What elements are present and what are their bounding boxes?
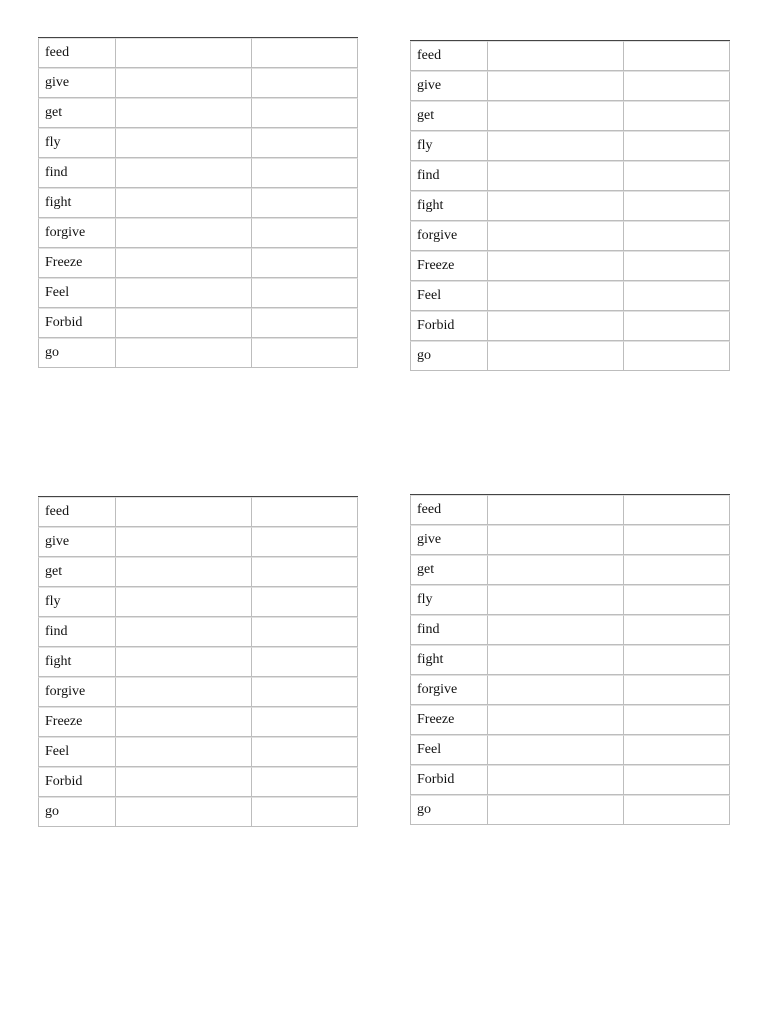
answer-cell-past[interactable] (116, 587, 252, 617)
answer-cell-participle[interactable] (252, 38, 358, 68)
table-row (38, 308, 358, 338)
answer-cell-participle[interactable] (252, 797, 358, 827)
answer-cell-participle[interactable] (252, 497, 358, 527)
table-row (38, 677, 358, 707)
answer-cell-participle[interactable] (624, 555, 730, 585)
answer-cell-past[interactable] (488, 311, 624, 341)
verb-cell: fight (410, 645, 488, 675)
answer-cell-past[interactable] (488, 615, 624, 645)
answer-cell-participle[interactable] (624, 191, 730, 221)
table-row (410, 281, 730, 311)
verb-table-body (38, 497, 358, 827)
verb-cell: give (38, 527, 116, 557)
answer-cell-past[interactable] (488, 525, 624, 555)
answer-cell-past[interactable] (116, 617, 252, 647)
answer-cell-participle[interactable] (624, 161, 730, 191)
answer-cell-past[interactable] (488, 191, 624, 221)
answer-cell-participle[interactable] (624, 585, 730, 615)
verb-cell: find (410, 615, 488, 645)
answer-cell-participle[interactable] (624, 131, 730, 161)
verb-cell: Freeze (410, 251, 488, 281)
verb-cell: forgive (410, 221, 488, 251)
table-row (410, 645, 730, 675)
answer-cell-past[interactable] (116, 278, 252, 308)
answer-cell-past[interactable] (116, 767, 252, 797)
answer-cell-participle[interactable] (252, 128, 358, 158)
answer-cell-participle[interactable] (252, 248, 358, 278)
table-row (38, 617, 358, 647)
answer-cell-participle[interactable] (624, 71, 730, 101)
table-row (410, 41, 730, 71)
answer-cell-participle[interactable] (624, 341, 730, 371)
verb-cell: Freeze (410, 705, 488, 735)
verb-cell: fight (38, 188, 116, 218)
table-row (410, 311, 730, 341)
table-row (38, 188, 358, 218)
answer-cell-participle[interactable] (252, 767, 358, 797)
answer-cell-participle[interactable] (624, 645, 730, 675)
answer-cell-past[interactable] (488, 251, 624, 281)
answer-cell-past[interactable] (488, 161, 624, 191)
verb-cell: Forbid (410, 765, 488, 795)
table-row (410, 585, 730, 615)
answer-cell-past[interactable] (116, 677, 252, 707)
answer-cell-past[interactable] (116, 188, 252, 218)
table-row (410, 251, 730, 281)
answer-cell-past[interactable] (116, 308, 252, 338)
answer-cell-past[interactable] (116, 128, 252, 158)
answer-cell-past[interactable] (116, 68, 252, 98)
answer-cell-past[interactable] (116, 737, 252, 767)
table-row (38, 278, 358, 308)
verb-cell: Feel (38, 278, 116, 308)
answer-cell-past[interactable] (116, 158, 252, 188)
answer-cell-past[interactable] (488, 341, 624, 371)
verb-cell: go (410, 341, 488, 371)
table-row (38, 128, 358, 158)
table-row (410, 101, 730, 131)
answer-cell-participle[interactable] (624, 525, 730, 555)
answer-cell-participle[interactable] (252, 737, 358, 767)
answer-cell-past[interactable] (116, 38, 252, 68)
answer-cell-participle[interactable] (252, 98, 358, 128)
answer-cell-participle[interactable] (624, 101, 730, 131)
answer-cell-participle[interactable] (252, 338, 358, 368)
answer-cell-participle[interactable] (624, 251, 730, 281)
verb-cell: feed (410, 495, 488, 525)
answer-cell-past[interactable] (488, 221, 624, 251)
table-row (410, 191, 730, 221)
answer-cell-participle[interactable] (624, 735, 730, 765)
answer-cell-past[interactable] (488, 101, 624, 131)
answer-cell-participle[interactable] (624, 765, 730, 795)
table-row (38, 797, 358, 827)
table-row (410, 795, 730, 825)
table-row (38, 647, 358, 677)
answer-cell-participle[interactable] (252, 158, 358, 188)
verb-cell: find (410, 161, 488, 191)
answer-cell-participle[interactable] (624, 221, 730, 251)
answer-cell-past[interactable] (488, 765, 624, 795)
answer-cell-participle[interactable] (624, 495, 730, 525)
verb-cell: fly (410, 585, 488, 615)
table-row (410, 675, 730, 705)
verb-cell: Freeze (38, 248, 116, 278)
table-row (410, 161, 730, 191)
verb-cell: fly (38, 128, 116, 158)
answer-cell-participle[interactable] (624, 675, 730, 705)
verb-cell: give (410, 525, 488, 555)
verb-cell: fly (38, 587, 116, 617)
answer-cell-participle[interactable] (252, 557, 358, 587)
verb-cell: Forbid (38, 767, 116, 797)
answer-cell-participle[interactable] (624, 281, 730, 311)
verb-cell: get (410, 101, 488, 131)
verb-cell: give (410, 71, 488, 101)
verb-cell: give (38, 68, 116, 98)
answer-cell-past[interactable] (116, 647, 252, 677)
table-row (410, 495, 730, 525)
answer-cell-past[interactable] (488, 705, 624, 735)
table-row (410, 735, 730, 765)
verb-cell: fight (38, 647, 116, 677)
answer-cell-past[interactable] (116, 218, 252, 248)
verb-cell: fly (410, 131, 488, 161)
verb-cell: feed (38, 38, 116, 68)
verb-cell: fight (410, 191, 488, 221)
verb-table-bottom-right (410, 494, 730, 825)
answer-cell-past[interactable] (488, 41, 624, 71)
answer-cell-participle[interactable] (252, 188, 358, 218)
table-row (38, 68, 358, 98)
answer-cell-participle[interactable] (252, 278, 358, 308)
table-row (38, 248, 358, 278)
table-row (410, 131, 730, 161)
table-row (410, 705, 730, 735)
table-row (38, 98, 358, 128)
verb-cell: get (38, 557, 116, 587)
table-row (38, 218, 358, 248)
table-row (38, 557, 358, 587)
verb-table-bottom-left (38, 496, 358, 827)
answer-cell-participle[interactable] (252, 527, 358, 557)
verb-cell: get (38, 98, 116, 128)
answer-cell-past[interactable] (116, 557, 252, 587)
answer-cell-past[interactable] (488, 645, 624, 675)
answer-cell-participle[interactable] (624, 705, 730, 735)
answer-cell-past[interactable] (488, 71, 624, 101)
table-row (410, 71, 730, 101)
table-row (410, 615, 730, 645)
table-row (38, 158, 358, 188)
verb-cell: Feel (410, 281, 488, 311)
table-row (410, 341, 730, 371)
table-row (38, 38, 358, 68)
verb-cell: Forbid (410, 311, 488, 341)
answer-cell-participle[interactable] (624, 615, 730, 645)
table-row (38, 587, 358, 617)
verb-cell: go (38, 797, 116, 827)
verb-cell: go (410, 795, 488, 825)
verb-cell: forgive (38, 677, 116, 707)
answer-cell-participle[interactable] (252, 587, 358, 617)
answer-cell-past[interactable] (488, 735, 624, 765)
table-row (38, 737, 358, 767)
answer-cell-participle[interactable] (624, 311, 730, 341)
verb-cell: Freeze (38, 707, 116, 737)
verb-cell: forgive (38, 218, 116, 248)
answer-cell-participle[interactable] (624, 795, 730, 825)
answer-cell-past[interactable] (488, 675, 624, 705)
verb-cell: get (410, 555, 488, 585)
verb-table-body (410, 495, 730, 825)
table-row (38, 497, 358, 527)
answer-cell-past[interactable] (116, 527, 252, 557)
answer-cell-participle[interactable] (252, 218, 358, 248)
verb-cell: Forbid (38, 308, 116, 338)
answer-cell-past[interactable] (116, 707, 252, 737)
table-row (410, 555, 730, 585)
answer-cell-past[interactable] (488, 585, 624, 615)
answer-cell-past[interactable] (488, 281, 624, 311)
answer-cell-participle[interactable] (252, 68, 358, 98)
table-row (410, 765, 730, 795)
table-row (410, 221, 730, 251)
verb-table-top-left (38, 37, 358, 368)
table-row (410, 525, 730, 555)
answer-cell-participle[interactable] (252, 677, 358, 707)
table-row (38, 707, 358, 737)
answer-cell-past[interactable] (488, 495, 624, 525)
table-row (38, 527, 358, 557)
answer-cell-participle[interactable] (252, 617, 358, 647)
verb-cell: find (38, 617, 116, 647)
answer-cell-past[interactable] (116, 338, 252, 368)
answer-cell-past[interactable] (116, 497, 252, 527)
answer-cell-past[interactable] (488, 131, 624, 161)
answer-cell-participle[interactable] (252, 647, 358, 677)
answer-cell-past[interactable] (116, 98, 252, 128)
verb-cell: Feel (410, 735, 488, 765)
table-row (38, 338, 358, 368)
answer-cell-past[interactable] (116, 797, 252, 827)
answer-cell-participle[interactable] (252, 707, 358, 737)
answer-cell-participle[interactable] (624, 41, 730, 71)
verb-table-top-right (410, 40, 730, 371)
verb-cell: forgive (410, 675, 488, 705)
answer-cell-participle[interactable] (252, 308, 358, 338)
answer-cell-past[interactable] (116, 248, 252, 278)
verb-cell: feed (38, 497, 116, 527)
answer-cell-past[interactable] (488, 795, 624, 825)
table-row (38, 767, 358, 797)
answer-cell-past[interactable] (488, 555, 624, 585)
verb-cell: feed (410, 41, 488, 71)
verb-table-body (38, 38, 358, 368)
verb-cell: Feel (38, 737, 116, 767)
verb-cell: find (38, 158, 116, 188)
verb-table-body (410, 41, 730, 371)
verb-cell: go (38, 338, 116, 368)
